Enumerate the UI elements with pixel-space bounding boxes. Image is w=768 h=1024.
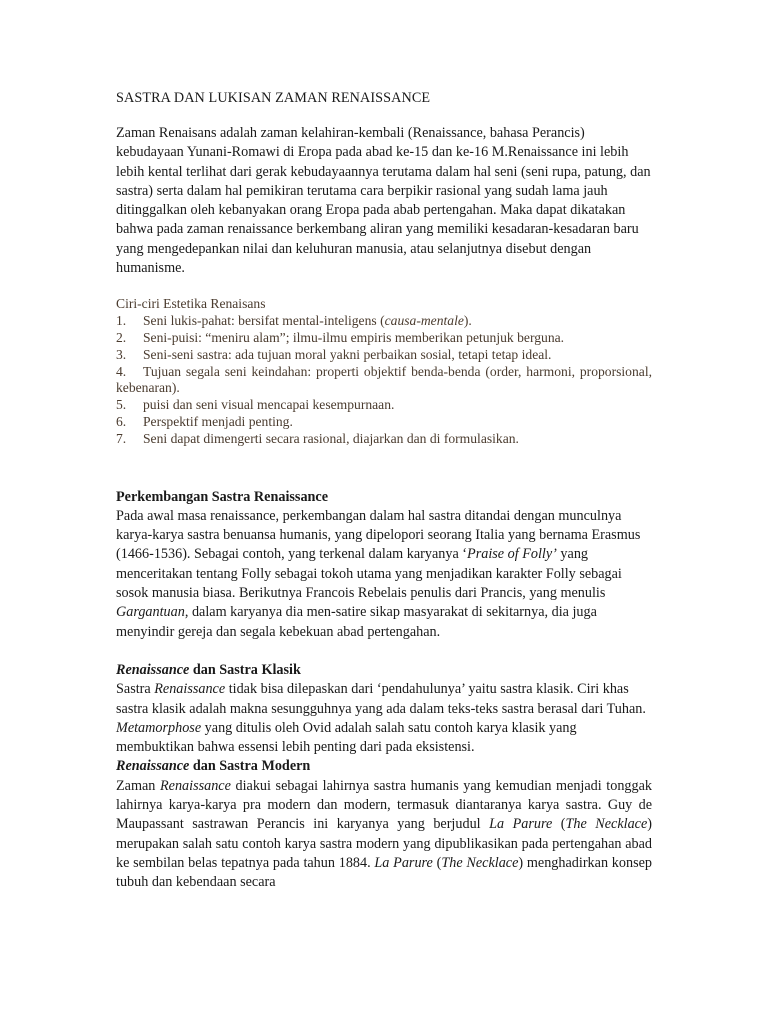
ciri-item-text-end: ).: [463, 313, 472, 329]
ciri-item: [116, 347, 652, 364]
ciri-item-italic: causa-mentale: [384, 313, 464, 329]
ciri-item-number: 1.: [116, 313, 127, 329]
ciri-item-text: Seni-puisi: “meniru alam”; ilmu-ilmu empiris memberikan petunjuk berguna.: [143, 329, 565, 345]
praise-of-folly-title: Praise of Folly’: [467, 546, 557, 563]
intro-paragraph: Zaman Renaisans adalah zaman kelahiran-kembali (Renaissance, bahasa Perancis) kebudayaan Yunani-Romawi di Eropa pada abad ke-15 dan ke-16 M.Renaissance ini lebih lebih kental terlihat dari gerak kebudayaannya terutama dalam hal seni (seni rupa, patung, dan sastra) serta dalam hal pemikiran terutama cara berpikir rasional yang sudah lama jauh ditinggalkan oleh kebanyakan orang Eropa pada abab pertengahan. Maka dapat dikatakan bahwa pada zaman renaissance berkembang aliran yang memiliki kesadaran-kesadaran baru yang mengedepankan nilai dan keluhuran manusia, atau selanjutnya disebut dengan humanisme.: [116, 125, 651, 277]
perkembangan-text-1: Pada awal masa renaissance, perkembangan dalam hal sastra ditandai dengan munculnya karya-karya sastra benuansa humanis, yang dipelopori seorang Italia yang bernama Erasmus (1466-1536). Sebagai contoh, yang terkenal dalam karyanya ‘: [116, 507, 641, 563]
modern-heading: [116, 757, 652, 776]
perkembangan-text-3: , dalam karyanya dia men-satire sikap masyarakat di sekitarnya, dia juga menyindir gereja dan segala kebekuan abad pertengahan.: [116, 604, 597, 640]
ciri-item-number: 3.: [116, 346, 127, 362]
klasik-text-1b: tidak bisa dilepaskan dari ‘pendahulunya’ yaitu sastra klasik. Ciri khas sastra klasik adalah makna sesungguhnya yang ada dalam teks-teks sastra berasal dari Tuhan.: [116, 681, 646, 717]
ciri-item-number: 7.: [116, 430, 127, 446]
klasik-heading-rest: dan Sastra Klasik: [189, 661, 301, 678]
klasik-paragraph-1: [116, 680, 652, 719]
modern-heading-rest: dan Sastra Modern: [189, 758, 311, 775]
metamorphose-title: Metamorphose: [116, 719, 202, 736]
ciri-item-text: Seni lukis-pahat: bersifat mental-inteligens (: [143, 313, 385, 329]
ciri-item-number: 2.: [116, 329, 127, 345]
document-title: SASTRA DAN LUKISAN ZAMAN RENAISSANCE: [116, 90, 431, 106]
ciri-ciri-list: [116, 313, 652, 447]
ciri-item-text: Seni dapat dimengerti secara rasional, diajarkan dan di formulasikan.: [143, 430, 519, 446]
la-parure-title: La Parure: [489, 816, 553, 833]
perkembangan-paragraph: [116, 507, 652, 642]
modern-text-i: (: [432, 854, 442, 871]
modern-text-a: Zaman: [116, 777, 160, 794]
modern-text-e: (: [552, 816, 566, 833]
perkembangan-heading: Perkembangan Sastra Renaissance: [116, 488, 329, 505]
the-necklace-title-2: The Necklace: [441, 854, 519, 871]
ciri-item-text: Seni-seni sastra: ada tujuan moral yakni perbaikan sosial, tetapi tetap ideal.: [143, 346, 552, 362]
the-necklace-title: The Necklace: [565, 816, 648, 833]
ciri-item: [116, 431, 652, 448]
ciri-item-text: Perspektif menjadi penting.: [143, 413, 293, 429]
klasik-text-1a: Sastra: [116, 681, 155, 698]
ciri-item: [116, 364, 652, 398]
modern-text-g: ) merupakan salah satu contoh karya sastra modern yang dipublikasikan pada pertengahan abad ke sembilan belas tepatnya pada tahun 1884.: [116, 816, 652, 871]
klasik-heading-italic: Renaissance: [116, 661, 190, 678]
ciri-item-number: 4.: [116, 363, 127, 379]
ciri-ciri-section: [116, 296, 652, 447]
ciri-item: [116, 313, 652, 330]
klasik-text-1em: Renaissance: [154, 681, 226, 698]
ciri-item: [116, 414, 652, 431]
ciri-item-number: 6.: [116, 413, 127, 429]
ciri-item-number: 5.: [116, 397, 127, 413]
gargantuan-title: Gargantuan: [116, 604, 185, 621]
klasik-text-2b: yang ditulis oleh Ovid adalah salah satu contoh karya klasik yang membuktikan bahwa essensi lebih penting dari pada eksistensi.: [116, 719, 577, 756]
modern-paragraph: [116, 777, 652, 893]
modern-text-b: Renaissance: [159, 777, 231, 794]
ciri-ciri-heading: Ciri-ciri Estetika Renaisans: [116, 296, 266, 312]
modern-text-k: ) menghadirkan konsep tubuh dan kebendaan secara: [116, 854, 653, 891]
ciri-item: [116, 397, 652, 414]
la-parure-title-2: La Parure: [374, 854, 433, 871]
perkembangan-text-2: yang menceritakan tentang Folly sebagai tokoh utama yang menjadikan karakter Folly sebagai sosok manusia biasa. Berikutnya Francois Rebelais penulis dari Prancis, yang menulis: [116, 546, 622, 602]
ciri-item-text: puisi dan seni visual mencapai kesempurnaan.: [143, 397, 395, 413]
klasik-heading: [116, 661, 652, 680]
modern-heading-italic: Renaissance: [116, 758, 190, 775]
klasik-paragraph-2: [116, 719, 652, 758]
modern-text-c: diakui sebagai lahirnya sastra humanis yang kemudian menjadi tonggak lahirnya karya-karya pra modern dan modern, termasuk diantaranya karya sastra. Guy de Maupassant sastrawan Perancis ini karyanya yang berjudul: [116, 777, 652, 833]
ciri-item: [116, 330, 652, 347]
ciri-item-text: Tujuan segala seni keindahan: properti objektif benda-benda (order, harmoni, proporsional, kebenaran).: [116, 363, 652, 396]
